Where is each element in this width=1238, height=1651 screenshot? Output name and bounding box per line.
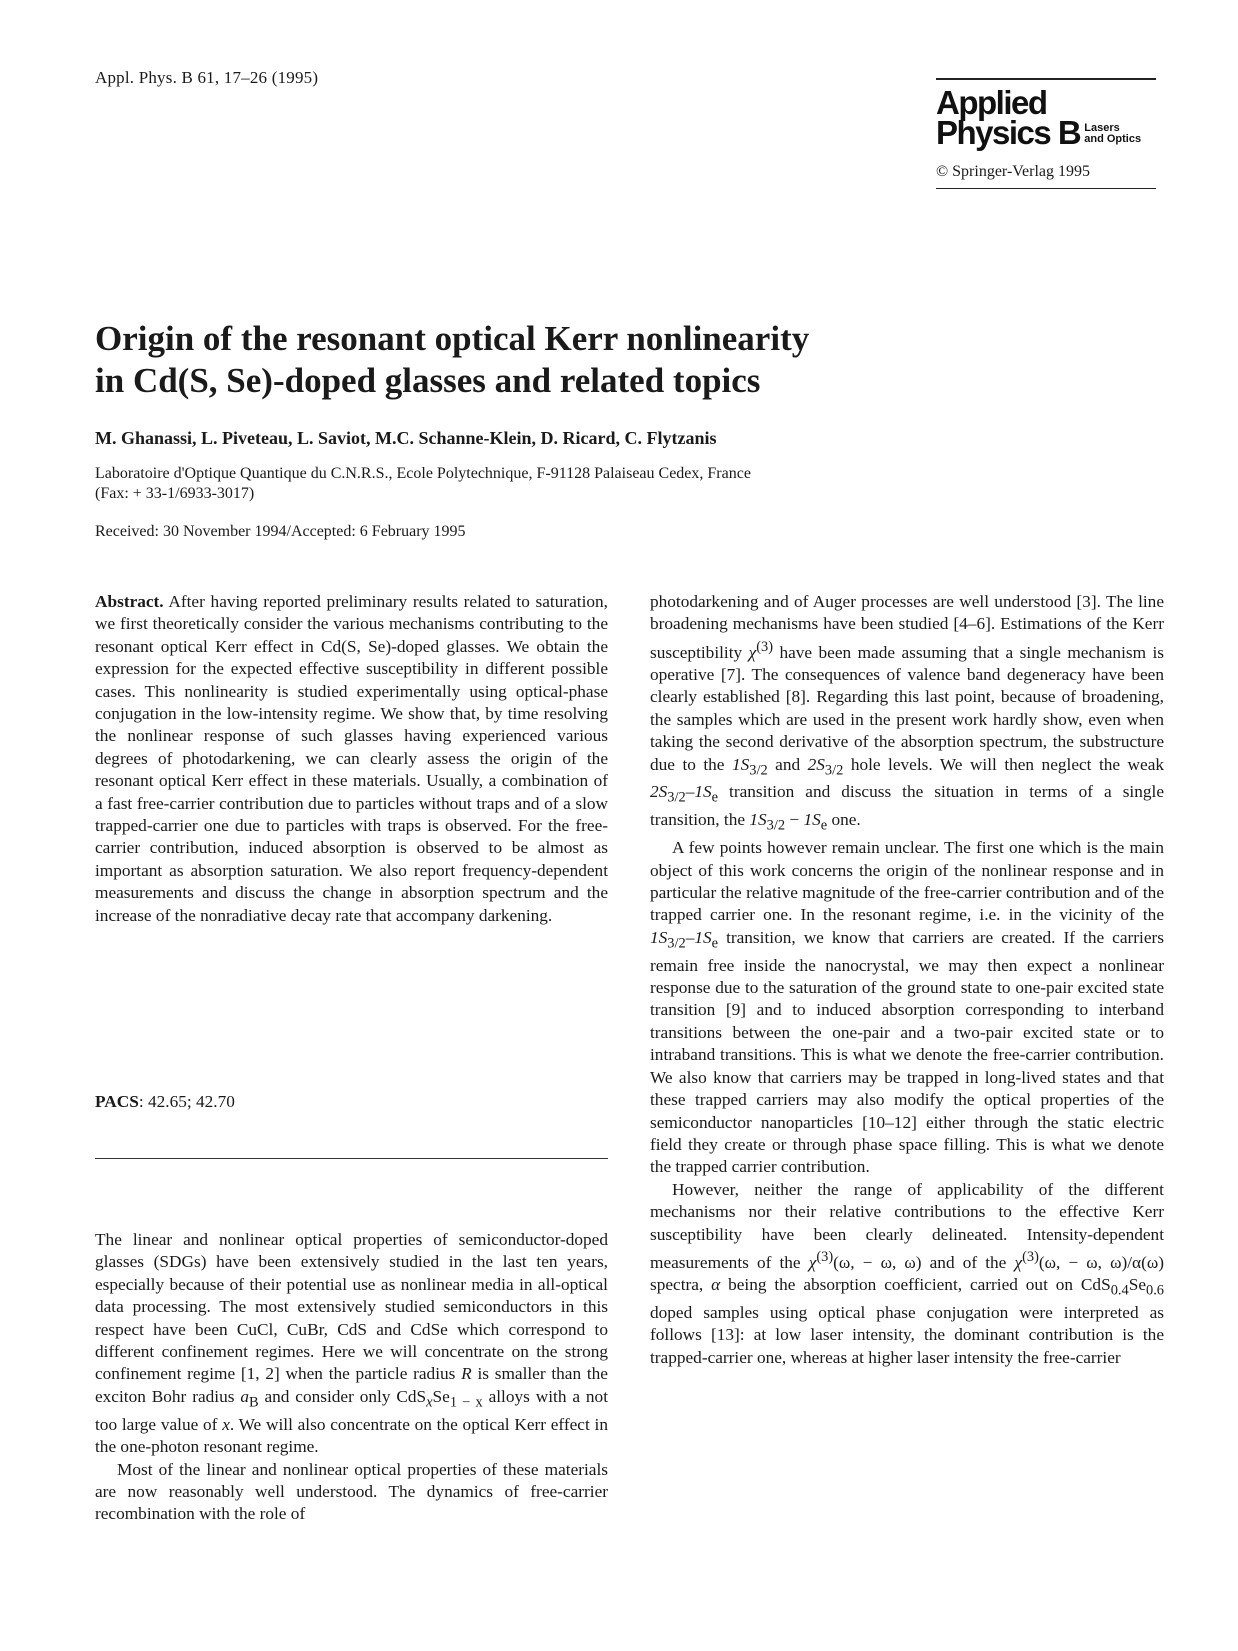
pacs-value: : 42.65; 42.70	[138, 1092, 235, 1111]
text-run: spectra,	[650, 1275, 712, 1295]
text-run: Se	[1128, 1275, 1146, 1295]
title-line-2: in Cd(S, Se)-doped glasses and related topics	[95, 361, 761, 400]
intro-column	[95, 1229, 608, 1526]
abstract	[95, 591, 608, 927]
right-paragraph-3	[650, 1179, 1164, 1369]
abstract-label: Abstract.	[95, 592, 164, 611]
text-run: Se	[432, 1386, 450, 1406]
symbol-chi: χ	[808, 1252, 817, 1272]
right-column	[650, 591, 1164, 1369]
symbol-alpha: α	[711, 1275, 721, 1295]
text-run: and	[767, 754, 808, 774]
journal-citation: Appl. Phys. B 61, 17–26 (1995)	[95, 68, 319, 87]
text-run: (ω, − ω, ω)/α(ω)	[1038, 1252, 1164, 1272]
level-2S: 2S	[807, 754, 825, 774]
abstract-divider	[95, 1158, 608, 1159]
affiliation-fax: (Fax: + 33-1/6933-3017)	[95, 485, 255, 502]
text-run: alloys with a not too large value of	[95, 1386, 608, 1434]
abstract-text: After having reported preliminary results related to saturation, we first theoretically consider the various mechanisms contributing to the resonant optical Kerr effect in Cd(S, Se)-doped glasses. We obtain the expression for the expected effective susceptibility in different possible cases. This nonlinearity is studied experimentally using optical-phase conjugation in the low-intensity regime. We show that, by time resolving the nonlinear response of such glasses having experienced various degrees of photodarkening, we can clearly assess the origin of the resonant optical Kerr effect in these materials. Usually, a combination of a fast free-carrier contribution due to particles without traps and of a slow trapped-carrier one due to particles with traps is observed. For the free-carrier contribution, induced absorption is observed to be almost as important as absorption saturation. We also report frequency-dependent measurements and discuss the change in absorption spectrum and the increase of the nonradiative decay rate that accompany darkening.	[95, 592, 608, 925]
text-run: −	[785, 810, 804, 830]
authors: M. Ghanassi, L. Piveteau, L. Saviot, M.C. Schanne-Klein, D. Ricard, C. Flytzanis	[95, 428, 717, 448]
subscript-3-2: 3/2	[766, 817, 786, 834]
level-1S: 1S	[694, 927, 712, 947]
subscript-0-6: 0.6	[1146, 1282, 1165, 1299]
logo-top-rule	[936, 78, 1156, 80]
text-run: –	[685, 927, 695, 947]
subscript-1-minus-x: 1 − x	[449, 1394, 483, 1411]
subscript-3-2: 3/2	[667, 789, 686, 806]
level-2S: 2S	[650, 782, 668, 802]
text-run: one.	[827, 810, 861, 830]
text-run: photodarkening and of Auger processes are well understood [3]. The line broadening mechanisms have been studied [4–6]. Estimations of the Kerr susceptibility	[650, 592, 1164, 662]
symbol-x: x	[222, 1414, 230, 1434]
text-run: being the absorption coefficient, carried out on CdS	[720, 1275, 1111, 1295]
text-run: transition, we know that carriers are created. If the carriers remain free inside the nanocrystal, we may then expect a nonlinear response due to the saturation of the ground state to one-pair excited state transition [9] and to induced absorption corresponding to interband transitions between the one-pair and a two-pair excited state or to intraband transitions. This is what we denote the free-carrier contribution. We also know that carriers may be trapped in long-lived states and that these trapped carriers may also modify the optical properties of the semiconductor nanoparticles [10–12] either through the static electric field they create or through phase space filling. This is what we denote the trapped carrier contribution.	[650, 927, 1164, 1177]
received-accepted-dates: Received: 30 November 1994/Accepted: 6 February 1995	[95, 523, 466, 540]
subscript-B: B	[248, 1394, 259, 1411]
level-1S: 1S	[749, 810, 767, 830]
subscript-0-4: 0.4	[1110, 1282, 1129, 1299]
text-run: . We will also concentrate on the optical Kerr effect in the one-photon resonant regime.	[95, 1414, 608, 1457]
text-run: have been made assuming that a single mechanism is operative [7]. The consequences of valence band degeneracy have been clearly established [8]. Regarding this last point, because of broadening, the samples which are used in the present work hardly show, even when taking the second derivative of the absorption spectrum, the substructure due to the	[650, 642, 1164, 774]
text-run: However, neither the range of applicability of the different mechanisms nor their relative contributions to the effective Kerr susceptibility have been clearly delineated. Intensity-dependent measurements of the	[650, 1179, 1164, 1272]
text-run: A few points however remain unclear. The first one which is the main object of this work concerns the origin of the nonlinear response and in particular the relative magnitude of the free-carrier contribution and of the trapped carrier one. In the resonant regime, i.e. in the vicinity of the	[650, 838, 1164, 925]
superscript-3: (3)	[816, 1248, 834, 1265]
text-run: and of the	[921, 1252, 1015, 1272]
journal-sub-lasers: Lasers	[1084, 121, 1120, 134]
level-1S: 1S	[694, 782, 712, 802]
text-run: (ω, − ω, ω)	[833, 1252, 922, 1272]
superscript-3: (3)	[756, 638, 774, 655]
logo-bottom-rule	[936, 188, 1156, 190]
text-run: and consider only CdS	[258, 1386, 427, 1406]
subscript-3-2: 3/2	[824, 762, 844, 779]
copyright: © Springer-Verlag 1995	[936, 162, 1091, 180]
subscript-e: e	[820, 817, 828, 834]
subscript-x: x	[426, 1394, 433, 1411]
journal-logo-block	[936, 78, 1156, 189]
level-1S: 1S	[650, 927, 668, 947]
symbol-a: a	[240, 1386, 249, 1406]
symbol-R: R	[461, 1364, 472, 1384]
text-run: doped samples using optical phase conjugation were interpreted as follows [13]: at low laser intensity, the dominant contribution is the trapped-carrier one, whereas at higher laser intensity the free-carrier	[650, 1302, 1164, 1367]
right-paragraph-1	[650, 591, 1164, 837]
affiliation	[95, 464, 915, 504]
title-line-1: Origin of the resonant optical Kerr nonlinearity	[95, 319, 810, 358]
journal-logo-line1: Applied	[936, 83, 1047, 121]
subscript-3-2: 3/2	[749, 762, 768, 779]
subscript-e: e	[711, 935, 719, 952]
level-1S: 1S	[803, 810, 821, 830]
symbol-chi: χ	[748, 642, 757, 662]
article-title	[95, 318, 915, 402]
text-run: transition and discuss the situation in terms of a single transition, the	[650, 782, 1164, 830]
text-run: is smaller than the exciton Bohr radius	[95, 1364, 608, 1406]
intro-paragraph-1	[95, 1229, 608, 1459]
text-run: The linear and nonlinear optical properties of semiconductor-doped glasses (SDGs) have been extensively studied in the last ten years, especially because of their potential use as nonlinear media in all-optical data processing. The most extensively studied semiconductors in this respect have been CuCl, CuBr, CdS and CdSe which correspond to different confinement regimes. Here we will concentrate on the strong confinement regime [1, 2] when the particle radius	[95, 1230, 608, 1384]
superscript-3: (3)	[1022, 1248, 1039, 1265]
text-run: hole levels. We will then neglect the weak	[843, 754, 1165, 774]
journal-logo-subtitle	[1084, 123, 1141, 145]
pacs-label: PACS	[95, 1092, 139, 1111]
text-run: –	[685, 782, 695, 802]
intro-paragraph-2: Most of the linear and nonlinear optical properties of these materials are now reasonably well understood. The dynamics of free-carrier recombination with the role of	[95, 1459, 608, 1524]
affiliation-line-1: Laboratoire d'Optique Quantique du C.N.R.S., Ecole Polytechnique, F-91128 Palaiseau Cedex, France	[95, 465, 751, 482]
journal-sub-optics: and Optics	[1084, 132, 1142, 145]
right-paragraph-2	[650, 837, 1164, 1179]
subscript-e: e	[711, 789, 719, 806]
journal-logo-line2: Physics B	[936, 113, 1081, 151]
subscript-3-2: 3/2	[667, 935, 686, 952]
level-1S: 1S	[731, 754, 750, 774]
symbol-chi: χ	[1014, 1252, 1023, 1272]
journal-logo	[936, 83, 1156, 155]
pacs-line	[95, 1092, 235, 1112]
